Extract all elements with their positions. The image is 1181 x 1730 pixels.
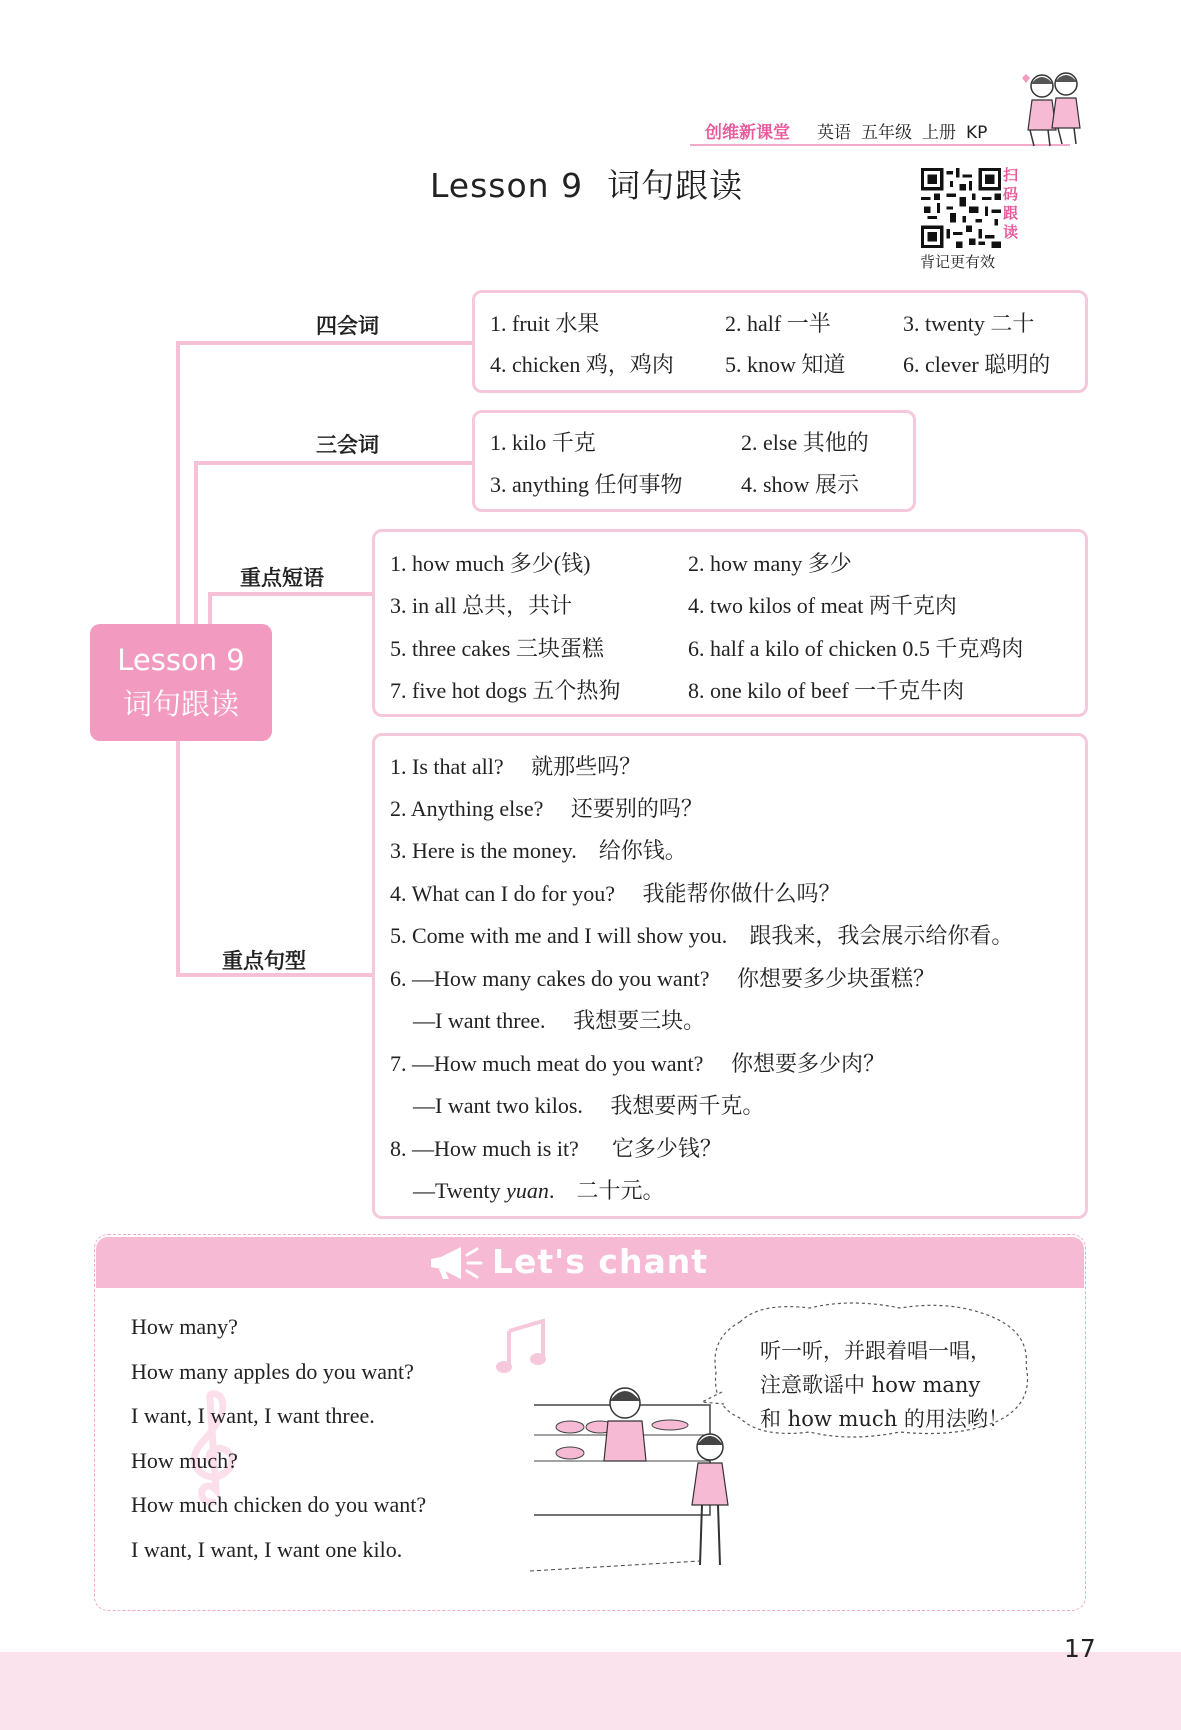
sentence-en: —I want two kilos. (413, 1093, 583, 1118)
word-item: 3. twenty 二十 (903, 311, 1035, 336)
sentence-row (390, 1047, 885, 1078)
bubble-line: 注意歌谣中 how many (760, 1373, 981, 1397)
footer-band (0, 1652, 1181, 1730)
sentence-en: —I want three. (413, 1008, 546, 1033)
center-node-line1: Lesson 9 (117, 643, 245, 677)
sentence-row (390, 750, 641, 781)
page-number: 17 (1064, 1634, 1096, 1663)
sentence-en-tail: . (548, 1178, 555, 1203)
word-item: 1. fruit 水果 (490, 311, 600, 336)
sentence-zh: 我想要两千克。 (610, 1094, 765, 1119)
bubble-line: 和 how much 的用法哟！ (760, 1407, 1009, 1431)
sentence-row (390, 919, 1013, 950)
music-note-icon (495, 1315, 555, 1375)
sentence-zh: 你想要多少肉？ (730, 1052, 885, 1077)
connector-line (176, 341, 474, 345)
subject-line (817, 118, 997, 143)
title-lesson: Lesson 9 (430, 166, 584, 205)
section-label-four-skill: 四会词 (316, 314, 379, 338)
sentence-row (390, 962, 935, 993)
chant-line: I want, I want, I want one kilo. (131, 1537, 403, 1562)
word-item: 4. chicken 鸡，鸡肉 (490, 352, 674, 377)
word-item: 1. kilo 千克 (490, 430, 596, 455)
sentence-en: 7. —How much meat do you want? (390, 1051, 704, 1076)
sentence-en: —Twenty (413, 1178, 501, 1203)
phrase-item: 2. how many 多少 (688, 551, 852, 576)
sentence-row (390, 792, 703, 823)
phrase-item: 6. half a kilo of chicken 0.5 千克鸡肉 (688, 636, 1024, 661)
sentence-zh: 还要别的吗？ (570, 797, 703, 822)
sentence-en: 1. Is that all? (390, 754, 504, 779)
subject-part: KP (966, 123, 988, 143)
word-item: 6. clever 聪明的 (903, 352, 1051, 377)
three-skill-words-box (472, 410, 916, 512)
phrase-item: 8. one kilo of beef 一千克牛肉 (688, 678, 965, 703)
sentence-row (390, 877, 841, 908)
phrase-item: 4. two kilos of meat 两千克肉 (688, 593, 957, 618)
qr-side-label: 扫码跟读 (1003, 166, 1019, 241)
chant-line: I want, I want, I want three. (131, 1403, 375, 1428)
sentence-row (390, 1132, 722, 1163)
sentence-zh: 它多少钱？ (611, 1137, 722, 1162)
word-item: 3. anything 任何事物 (490, 472, 683, 497)
chant-line: How much chicken do you want? (131, 1492, 427, 1517)
connector-line (208, 592, 374, 596)
chant-line: How many? (131, 1314, 238, 1339)
connector-line (194, 461, 198, 641)
sentence-zh: 二十元。 (576, 1179, 665, 1204)
phrase-item: 5. three cakes 三块蛋糕 (390, 636, 604, 661)
sentence-row (413, 1089, 764, 1120)
sentence-en: 8. —How much is it? (390, 1136, 579, 1161)
phrase-item: 7. five hot dogs 五个热狗 (390, 678, 621, 703)
word-item: 5. know 知道 (725, 352, 846, 377)
word-item: 4. show 展示 (741, 472, 859, 497)
sentence-zh: 给你钱。 (598, 839, 687, 864)
four-skill-words-box (472, 290, 1088, 393)
sentence-row (413, 1174, 664, 1205)
sentence-en: 3. Here is the money. (390, 838, 577, 863)
sentence-zh: 你想要多少块蛋糕？ (737, 967, 936, 992)
sentence-zh: 我能帮你做什么吗？ (642, 882, 841, 907)
sentence-en: 5. Come with me and I will show you. (390, 923, 728, 948)
sentence-row (413, 1004, 705, 1035)
sentence-en-italic: yuan (506, 1178, 549, 1203)
word-item: 2. else 其他的 (741, 430, 869, 455)
chant-line: How many apples do you want? (131, 1359, 414, 1384)
section-label-three-skill: 三会词 (316, 433, 379, 457)
sentence-en: 6. —How many cakes do you want? (390, 966, 710, 991)
center-node (90, 624, 272, 741)
key-phrases-box (372, 529, 1088, 717)
sentence-zh: 我想要三块。 (573, 1009, 706, 1034)
qr-code[interactable] (921, 168, 1001, 248)
subject-part: 英语 (817, 123, 851, 143)
kids-illustration (1020, 70, 1088, 150)
subject-part: 上册 (922, 123, 956, 143)
megaphone-icon (427, 1243, 483, 1283)
page-title (430, 160, 743, 207)
phrase-item: 3. in all 总共，共计 (390, 593, 573, 618)
center-node-line2: 词句跟读 (122, 687, 239, 721)
connector-line (194, 461, 474, 465)
sentence-en: 2. Anything else? (390, 796, 544, 821)
section-label-key-sentences: 重点句型 (222, 949, 306, 973)
chant-line: How much? (131, 1448, 238, 1473)
header-divider (690, 144, 1070, 146)
subject-part: 五年级 (861, 123, 912, 143)
word-item: 2. half 一半 (725, 311, 831, 336)
bubble-line: 听一听，并跟着唱一唱， (760, 1339, 991, 1363)
qr-caption: 背记更有效 (920, 255, 996, 271)
title-topic: 词句跟读 (607, 166, 744, 205)
sentence-en: 4. What can I do for you? (390, 881, 616, 906)
chant-title: Let's chant (492, 1242, 709, 1281)
sentence-zh: 就那些吗？ (531, 755, 642, 780)
brand-name: 创维新课堂 (705, 123, 790, 143)
section-label-key-phrases: 重点短语 (240, 566, 324, 590)
phrase-item: 1. how much 多少(钱) (390, 551, 591, 576)
sentence-row (390, 834, 687, 865)
sentence-zh: 跟我来，我会展示给你看。 (749, 924, 1014, 949)
